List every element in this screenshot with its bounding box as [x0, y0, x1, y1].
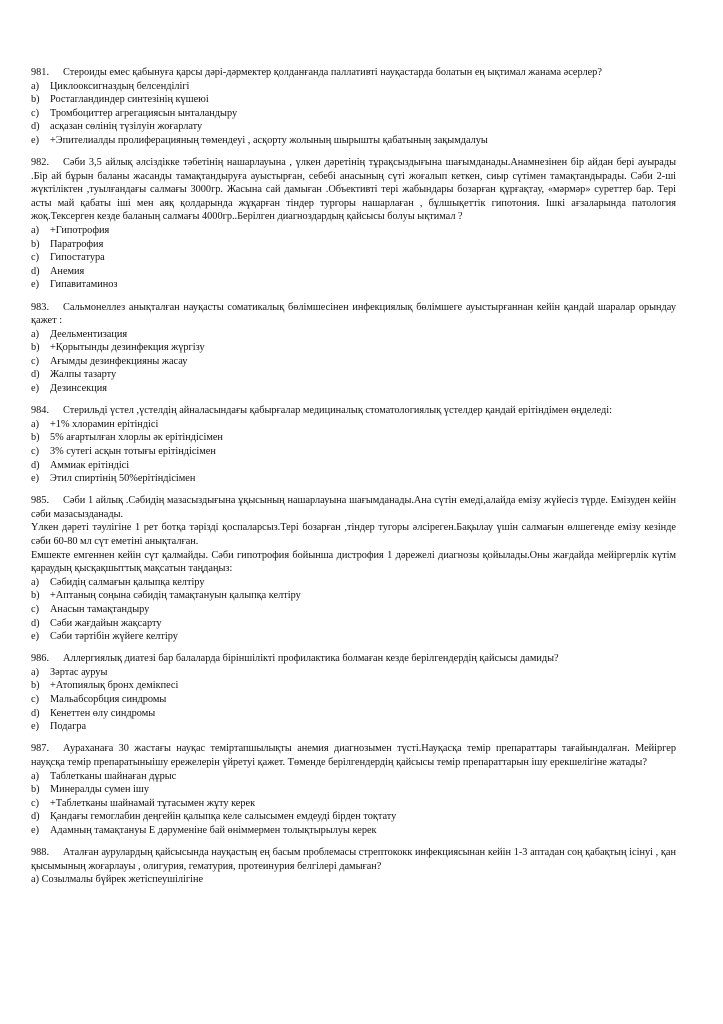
option-letter: a) — [31, 874, 39, 886]
option-text: Мальабсорбция синдромы — [50, 694, 167, 706]
answer-option — [31, 445, 676, 459]
answer-option — [31, 603, 676, 617]
answer-option — [31, 224, 676, 238]
option-letter: e) — [31, 473, 39, 485]
option-text: Сәби тәртібін жүйеге келтіру — [50, 631, 178, 643]
answer-option — [31, 93, 676, 107]
answer-option — [31, 382, 676, 396]
option-letter: a) — [31, 225, 39, 237]
option-text: 5% ағартылған хлорлы әк ерітіндісімен — [50, 432, 223, 444]
option-letter: b) — [31, 238, 40, 250]
option-text: Этил спиртінің 50%ерітіндісімен — [50, 473, 196, 485]
question-text: Стерильді үстел ,үстелдің айналасындағы қабырғалар медициналық стоматологиялық үстелдер қандай ерітіндімен өңделеді: — [63, 405, 612, 417]
option-letter: b) — [31, 590, 40, 602]
answer-option — [31, 251, 676, 265]
option-letter: d) — [31, 369, 40, 381]
option-text: Таблетканы шайнаған дұрыс — [50, 770, 177, 782]
answer-option — [31, 810, 676, 824]
option-letter: e) — [31, 279, 39, 291]
option-letter: c) — [31, 355, 39, 367]
option-letter: a) — [31, 666, 39, 678]
question-number: 984. — [31, 405, 50, 417]
answer-option — [31, 617, 676, 631]
option-letter: b) — [31, 680, 40, 692]
answer-option — [31, 120, 676, 134]
option-text: Қандағы гемоглабин деңгейін қалыпқа келе салысымен емдеуді бірден тоқтату — [50, 811, 397, 823]
option-text: Ростагландиндер синтезінің күшеюі — [50, 94, 209, 106]
option-text: +Эпителиалды пролиферацияның төмендеуі , асқорту жолының шырышты қабатының зақымдалуы — [50, 134, 488, 146]
option-letter: e) — [31, 383, 39, 395]
option-text: Анасын тамақтандыру — [50, 603, 150, 615]
option-letter: a) — [31, 80, 39, 92]
answer-option — [31, 238, 676, 252]
answer-option — [31, 368, 676, 382]
option-letter: e) — [31, 824, 39, 836]
question-text: Аураханаға 30 жастағы науқас теміртапшылықты анемия диагнозымен түсті.Науқасқа темір препараттары тағайындалған. Мейіргер науқсқа темір препаратыныішу ережелерін үйретуі қажет. Төменде берілгендердің қайсысы темір препараттарын ішу ерекшелігіне жатады? — [31, 743, 676, 768]
answer-option — [31, 770, 676, 784]
option-letter: a) — [31, 418, 39, 430]
question-text: Аллергиялық диатезі бар балаларда біріншілікті профилактика болмаған кезде берілгендердің қайсысы дамиды? — [63, 653, 559, 665]
option-text: Зәртас ауруы — [50, 666, 108, 678]
option-text: Жалпы тазарту — [50, 369, 117, 381]
option-text: 3% сутегі асқын тотығы ерітіндісімен — [50, 445, 216, 457]
question-number: 986. — [31, 653, 50, 665]
answer-option — [31, 431, 676, 445]
option-letter: d) — [31, 811, 40, 823]
option-letter: d) — [31, 617, 40, 629]
question-985 — [31, 494, 676, 644]
question-981 — [31, 66, 676, 148]
answer-option — [31, 576, 676, 590]
question-number: 981. — [31, 67, 50, 78]
question-984 — [31, 404, 676, 486]
option-text: +Гипотрофия — [50, 225, 110, 237]
option-text: Тромбоциттер агрегациясын ынталандыру — [50, 107, 238, 119]
option-letter: d) — [31, 459, 40, 471]
question-983 — [31, 301, 676, 396]
answer-option — [31, 797, 676, 811]
option-letter: c) — [31, 603, 39, 615]
option-letter: e) — [31, 721, 39, 733]
option-letter: d) — [31, 121, 40, 133]
question-text: Сәби 1 айлық .Сәбидің мазасыздығына ұқысының нашарлауына шағымданады.Ана сүтін емеді,алайда емізу жүйесіз түрде. Емізуден кейін сәби мазасызданады. — [31, 495, 676, 520]
answer-option — [31, 107, 676, 121]
option-text: Кенеттен өлу синдромы — [50, 707, 156, 719]
option-letter: e) — [31, 631, 39, 643]
answer-option — [31, 693, 676, 707]
option-letter: b) — [31, 432, 40, 444]
option-text: Подагра — [50, 721, 87, 733]
question-988 — [31, 846, 676, 887]
answer-option — [31, 341, 676, 355]
option-letter: a) — [31, 576, 39, 588]
question-982 — [31, 156, 676, 292]
question-number: 988. — [31, 846, 50, 858]
answer-option — [31, 134, 676, 148]
question-987 — [31, 742, 676, 837]
answer-option — [31, 679, 676, 693]
question-number: 982. — [31, 157, 50, 169]
answer-option — [31, 720, 676, 734]
option-letter: a) — [31, 328, 39, 340]
option-letter: c) — [31, 107, 39, 119]
question-text: Сәби 3,5 айлық әлсіздікке тәбетінің нашарлауына , үлкен дәретінің тұрақсыздығына шағымданады.Анамнезінен бір айдан бері ауырады .Бір ай бұрын баланы жасанды тамақтандыруға ауыстырған, себебі анасының сүті жоғалып кеткен, сиыр сүтімен тамақтандырады. Сәби 2-ші жүктіліктен ,туылғандағы салмағы 3000гр. Жасына сай дамыған .Объективті тері жабындары бозарған құрғақтау, «мәрмәр» суреттер бар. Тері асты май қабаты іші мен аяқ қолдарында жұқарған тіндер тургоры нашарлаған , бұлшықеттік гипотония. Ішкі ағзаларында патология жоқ.Тексерген кезде баланың салмағы 4000гр..Берілген диагноздардың қайсысы болуы ықтимал ? — [31, 157, 676, 223]
question-text-continued: Үлкен дәреті тәулігіне 1 рет ботқа тәрізді қоспаларсыз.Тері бозарған ,тіндер тугоры әлсіреген.Бақылау үшін салмағын өлшегенде емізу кезінде сәби 60-80 мл сүт еметіні анықталған. — [31, 522, 676, 547]
question-text: Стероиды емес қабынуға қарсы дәрі-дәрмектер қолданғанда паллативті науқастарда болатын ең ықтимал жанама әсерлер? — [63, 67, 602, 78]
option-text: Циклооксигназдың белсенділігі — [50, 80, 190, 92]
option-text: +Таблетканы шайнамай тұтасымен жұту керек — [50, 797, 256, 809]
option-letter: b) — [31, 342, 40, 354]
answer-option — [31, 589, 676, 603]
option-text: Адамның тамақтануы Е дәруменіне бай өніммермен толықтырылуы керек — [50, 824, 377, 836]
answer-option — [31, 265, 676, 279]
option-text: асқазан сөлінің түзілуін жоғарлату — [50, 121, 203, 133]
answer-option — [31, 278, 676, 292]
option-text: Гипавитаминоз — [50, 279, 118, 291]
answer-option — [31, 630, 676, 644]
question-text-continued: Емшекте емгеннен кейін сүт қалмайды. Сәби гипотрофия бойынша дистрофия 1 дәрежелі диагнозы қойылады.Оны жағдайда мейіргерлік күтім қараудың қысқақшыттық мақсатын таңдаңыз: — [31, 549, 676, 575]
document-page — [31, 66, 676, 895]
question-986 — [31, 652, 676, 734]
question-text: Сальмонеллез анықталған науқасты соматикалық бөлімшесінен инфекциялық бөлімшеге ауыстырғаннан кейін қандай шаралар орындау қажет : — [31, 301, 676, 327]
option-letter: c) — [31, 252, 39, 264]
question-number: 983. — [31, 301, 50, 313]
question-number: 987. — [31, 743, 50, 755]
option-letter: d) — [31, 707, 40, 719]
answer-option — [31, 418, 676, 432]
option-text: +1% хлорамин ерітіндісі — [50, 418, 159, 430]
option-text: +Атопиялық бронх демікпесі — [50, 680, 179, 692]
option-letter: a) — [31, 770, 39, 782]
option-text: Ағымды дезинфекцияны жасау — [50, 355, 188, 367]
option-text: Аммиак ерітіндісі — [50, 459, 130, 471]
answer-option — [31, 328, 676, 342]
option-letter: c) — [31, 445, 39, 457]
answer-option — [31, 873, 676, 887]
option-text: Дезинсекция — [50, 383, 107, 395]
option-text: Анемия — [50, 265, 85, 277]
option-text: +Аптаның соңына сәбидің тамақтануын қалыпқа келтіру — [50, 590, 301, 602]
question-number: 985. — [31, 495, 50, 507]
option-letter: b) — [31, 784, 40, 796]
answer-option — [31, 783, 676, 797]
option-text: +Қорытынды дезинфекция жүргізу — [50, 342, 205, 354]
option-text: Деельментизация — [50, 328, 128, 340]
option-text: Минералды сумен ішу — [50, 784, 149, 796]
answer-option — [31, 666, 676, 680]
answer-option — [31, 459, 676, 473]
option-text: Паратрофия — [50, 238, 104, 250]
answer-option — [31, 472, 676, 486]
option-text: Созылмалы бүйрек жетіспеушілігіне — [41, 874, 204, 886]
answer-option — [31, 355, 676, 369]
option-text: Гипостатура — [50, 252, 105, 264]
answer-option — [31, 80, 676, 94]
option-text: Сәбидің салмағын қалыпқа келтіру — [50, 576, 205, 588]
option-text: Сәби жағдайын жақсарту — [50, 617, 162, 629]
option-letter: c) — [31, 694, 39, 706]
option-letter: e) — [31, 134, 39, 146]
option-letter: b) — [31, 94, 40, 106]
option-letter: d) — [31, 265, 40, 277]
question-text: Аталған аурулардың қайсысында науқастың ең басым проблемасы стрептококк инфекциясынан кейін 1-3 аптадан соң қабақтың ісінуі , қан қысымының жоғарлауы , олигурия, гематурия, протеинурия белгілері дамыған? — [31, 846, 676, 872]
option-letter: c) — [31, 797, 39, 809]
answer-option — [31, 707, 676, 721]
answer-option — [31, 824, 676, 838]
